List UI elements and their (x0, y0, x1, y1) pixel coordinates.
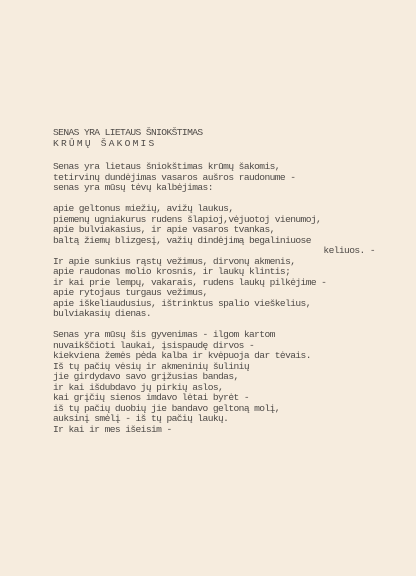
poem-line: nuvaikščioti laukai, įsispaudę dirvos - (53, 339, 255, 351)
poem-line: apie bulviakasius, ir apie vasaros tvankas, (53, 224, 275, 235)
poem-line: keliuos. - (323, 245, 375, 256)
poem-line: Senas yra lietaus šniokštimas krūmų šakomis, (53, 161, 280, 172)
poem-line: Ir kai ir mes išeisim - (53, 423, 172, 435)
poem-line: apie raudonas molio krosnis, ir laukų klintis; (53, 266, 291, 277)
poem-line: piemenų ugniakurus rudens šlapioj,vėjuotoj vienumoj, (53, 213, 322, 225)
poem-line: kiekviena žemės pėda kalba ir kvėpuoja dar tėvais. (53, 350, 311, 361)
poem-line: jie girdydavo savo grįžusias bandas, (53, 371, 239, 382)
poem-line: tetirvinų dundėjimas vasaros aušros raudonume - (53, 171, 296, 183)
poem-line: ir kai prie lempų, vakarais, rudens laukų pilkėjime - (53, 276, 327, 288)
poem-line: senas yra mūsų tėvų kalbėjimas: (53, 182, 213, 193)
stanza-1 (53, 162, 393, 194)
poem-line: Senas yra mūsų šis gyvenimas - ilgom kartom (53, 329, 275, 340)
poem-text (53, 128, 393, 446)
poem-line: kai grįčių sienos imdavo lėtai byrėt - (53, 392, 249, 403)
poem-line: apie iškeliaudusius, ištrinktus spalio vieškelius, (53, 297, 311, 309)
poem-line: Iš tų pačių vėsių ir akmeninių šulinių (53, 360, 249, 372)
poem-line: bulviakasių dienas. (53, 308, 151, 319)
poem-line: auksinį smėlį - iš tų pačių laukų. (53, 413, 229, 424)
poem-line: apie geltonus miežių, avižų laukus, (53, 203, 234, 214)
title-line-1: SENAS YRA LIETAUS ŠNIOKŠTIMAS (53, 127, 203, 138)
poem-line: apie rytojaus turgaus vežimus, (53, 287, 208, 298)
poem-line: iš tų pačių duobių jie bandavo geltoną molį, (53, 402, 280, 414)
stanza-2 (53, 204, 393, 320)
title-line-2: KRŪMŲ ŠAKOMIS (53, 137, 157, 149)
poem-line: ir kai išdubdavo jų pirkių aslos, (53, 381, 224, 393)
poem-line: baltą žiemų blizgesį, važių dindėjimą begaliniuose (53, 234, 311, 246)
poem-title (53, 128, 393, 149)
stanza-3 (53, 330, 393, 435)
poem-line: Ir apie sunkius rąstų vežimus, dirvonų akmenis, (53, 255, 296, 267)
